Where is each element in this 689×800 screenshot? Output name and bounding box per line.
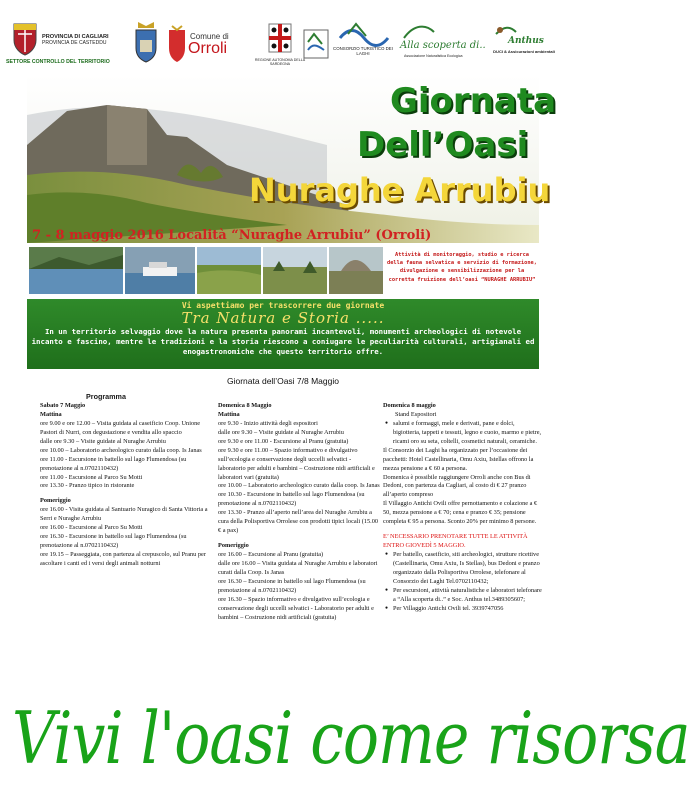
schedule-item: dalle ore 9.30 – Visite guidate al Nuraghe Arrubiu	[40, 437, 166, 445]
program-column-sunday	[218, 402, 380, 623]
morning-heading: Mattina	[218, 410, 240, 418]
logo-strip	[6, 20, 560, 72]
provincia-line1: PROVINCIA DI CAGLIARI	[42, 34, 109, 40]
day-heading: Domenica 8 Maggio	[218, 402, 272, 409]
schedule-item: ore 9.30 e ore 11.00 - Escursione al Pranu (gratuita)	[218, 437, 349, 445]
anthus-sub: DUCI & Assicurazioni ambientali	[493, 49, 555, 54]
orroli-crest	[132, 20, 160, 72]
schedule-item: ore 9.30 e ore 11.00 – Spazio informativo e divulgativo sull’ecologia e conservazione degli uccelli selvatici - laboratorio per adulti e bambini – Costruzione nidi artificiali e laboratori vari (gratuita)	[218, 446, 375, 481]
orroli-crest-icon	[132, 20, 160, 72]
program-title: Giornata dell’Oasi 7/8 Maggio	[227, 376, 339, 386]
band-line2: Tra Natura e Storia .....	[181, 309, 385, 327]
provincia-logo	[6, 20, 124, 72]
ruins-photo	[329, 247, 383, 294]
program-column-saturday	[40, 402, 212, 569]
title-line1: Giornata	[390, 81, 557, 121]
schedule-item: ore 16.30 – Spazio informativo e divulgativo sull’ecologia e conservazione degli uccelli selvatici - Laboratorio per adulti e bambini – Costruzione nidi artificiali (gratuita)	[218, 595, 374, 621]
schedule-item: ore 16.30 – Escursione in battello sul lago Flumendosa (su prenotazione al n.0702110432)	[218, 577, 366, 594]
contact-item: ● Per Villaggio Antichi Ovili tel. 3939747056	[385, 605, 543, 614]
laghi-logo-icon	[302, 20, 330, 70]
alla-scoperta-sub: Associazione Naturalistica Ecologica	[404, 54, 463, 58]
comune-emblem-icon	[166, 24, 188, 68]
provincia-line2: PROVINCIA DE CASTEDDU	[42, 40, 107, 46]
booking-notice: E’ NECESSARIO PRENOTARE TUTTE LE ATTIVITÀ ENTRO GIOVEDÌ 5 MAGGIO.	[383, 533, 528, 550]
schedule-item: ore 16.00 - Visita guidata al Santuario Nuragico di Santa Vittoria a Serri e Nuraghe Arrubiu	[40, 506, 208, 523]
afternoon-heading: Pomeriggio	[218, 542, 249, 550]
program-subtitle: Programma	[86, 392, 126, 401]
anthus-name: Anthus	[508, 36, 544, 46]
stand-title: Stand Espositori	[395, 410, 437, 418]
oasis-description: Attività di monitoraggio, studio e ricerca della fauna selvatica e servizio di formazione, divulgazione e sensibilizzazione per la corretta fruizione dell’oasi “NURAGHE ARRUBIU”	[387, 252, 537, 283]
title-line2: Dell’Oasi	[357, 125, 529, 165]
morning-heading: Mattina	[40, 410, 62, 418]
regione-logo	[250, 20, 310, 72]
contact-item: ● Per battello, caseificio, siti archeologici, strutture ricettive (Castellinaria, Omu Axiu, Is Stellas), bus Dedoni e pranzo organizzato dalla Polisportiva Orrolese, telefonare al Consorzio dei Laghi Tel.0702110432;	[385, 551, 543, 587]
schedule-item: ore 13.30 - Pranzo all’aperto nell’area del Nuraghe Arrubiu a cura della Polisportiva Orrolese con prodotti tipici locali (15.00 € a pax)	[218, 509, 379, 535]
band-line1: Vi aspettiamo per trascorrere due giornate	[181, 301, 385, 310]
stand-list	[385, 420, 543, 447]
provincia-sector: SETTORE CONTROLLO DEL TERRITORIO	[6, 59, 110, 65]
comune-prefix: Comune di	[190, 32, 229, 41]
hero	[27, 75, 557, 299]
regione-label: REGIONE AUTONOMA DELLA SARDEGNA	[254, 58, 306, 67]
schedule-item: dalle ore 9.30 – Visite guidate al Nuraghe Arrubiu	[218, 428, 344, 436]
schedule-item: ore 10.00 – Laboratorio archeologico curato dalla coop. Is Janas	[218, 482, 380, 490]
program-column-info	[383, 402, 543, 614]
villaggio-info: Il Villaggio Antichi Ovili offre pernottamento e colazione a € 50, mezza pensione a € 70; cena e pranzo € 35; pensione completa € 95 a persona. Sconto 20% per minimo 8 persone.	[383, 500, 538, 526]
schedule-item: dalle ore 16.00 – Visita guidata al Nuraghe Arrubiu e laboratori curati dalla Coop. Is Janas	[218, 559, 378, 576]
schedule-item: ore 10.00 – Laboratorio archeologico curato dalla coop. Is Janas	[40, 446, 202, 454]
band-line3: In un territorio selvaggio dove la natura presenta panorami incantevoli, monumenti archeologici di notevole incanto e fascino, mentre le tradizioni e la storia riescono a coniugare le peculiarità culturali, artigianali ed enogastronomiche che questo territorio offre.	[31, 327, 535, 356]
afternoon-heading: Pomeriggio	[40, 497, 71, 505]
provincia-crest-icon	[12, 22, 38, 56]
schedule-item: ore 16.00 – Escursione al Pranu (gratuita)	[218, 551, 324, 558]
event-dates: 7 - 8 maggio 2016 Località “Nuraghe Arrubiu” (Orroli)	[32, 228, 432, 243]
contact-list	[385, 551, 543, 614]
countryside-photo	[263, 247, 327, 294]
consorzio-wave-icon	[330, 20, 396, 46]
anthus-logo	[490, 20, 558, 72]
invitation-band	[27, 299, 539, 369]
alla-scoperta-logo	[398, 20, 486, 72]
consorzio-label: CONSORZIO TURISTICO DEI LAGHI	[333, 46, 393, 57]
contact-item: ● Per escursioni, attività naturalistiche e laboratori telefonare a “Alla scoperta di..” e Soc. Anthus tel.3489305607;	[385, 587, 543, 605]
stand-item: ● salumi e formaggi, mele e derivati, pane e dolci, bigiotteria, tappeti e tessuti, legno e cuoio, marmo e pietre, ricami oro su seta, coltelli, cosmetici naturali, ceramiche.	[385, 420, 543, 447]
schedule-item: ore 11.00 - Escursione in battello sul lago Flumendosa (su prenotazione al n.0702110432)	[40, 455, 187, 472]
schedule-item: ore 16.30 - Escursione in battello sul lago Flumendosa (su prenotazione al n.0702110432)	[40, 533, 187, 550]
lake-photo	[29, 247, 123, 294]
alla-scoperta-name: Alla scoperta di..	[400, 40, 486, 51]
day-heading: Sabato 7 Maggio	[40, 402, 86, 409]
schedule-item: ore 19.15 – Passeggiata, con partenza al crepuscolo, sul Pranu per ascoltare i canti ed i versi degli animali notturni	[40, 551, 206, 567]
slogan: Vivi l'oasi come risorsa	[12, 697, 689, 781]
boat-photo	[125, 247, 195, 294]
scoperta-bird-icon	[398, 20, 486, 42]
day-heading: Domenica 8 maggio	[383, 402, 436, 409]
field-photo	[197, 247, 261, 294]
laghi-logo	[302, 20, 330, 72]
consorzio-logo	[330, 20, 396, 72]
comune-logo	[166, 20, 248, 72]
consorzio-info: Il Consorzio dei Laghi ha organizzato per l’occasione dei pacchetti: Hotel Castellinaria, Omu Axiu, Istellas offrono la mezza pensione a € 60 a persona.	[383, 446, 534, 472]
schedule-item: ore 13.30 - Pranzo tipico in ristorante	[40, 482, 135, 490]
schedule-item: ore 11.00 - Escursione al Parco Su Motti	[40, 473, 143, 481]
title-line3: Nuraghe Arrubiu	[249, 171, 551, 209]
schedule-item: ore 9.30 - Inizio attività degli espositori	[218, 419, 318, 427]
schedule-item: ore 10.30 - Escursione in battello sul lago Flumendosa (su prenotazione al n.0702110432)	[218, 491, 365, 508]
schedule-item: ore 16.00 - Escursione al Parco Su Motti	[40, 524, 143, 532]
comune-name: Orroli	[188, 40, 228, 57]
regione-flag-icon	[250, 20, 310, 56]
bus-info: Domenica è possibile raggiungere Orroli anche con Bus di Dedoni, con partenza da Cagliari, al costo di € 27 pranzo all’aperto compreso	[383, 473, 531, 499]
schedule-item: ore 9.00 e ore 12.00 – Visita guidata al caseificio Coop. Unione Pastori di Nurri, con degustazione e vendita allo spaccio	[40, 419, 201, 436]
